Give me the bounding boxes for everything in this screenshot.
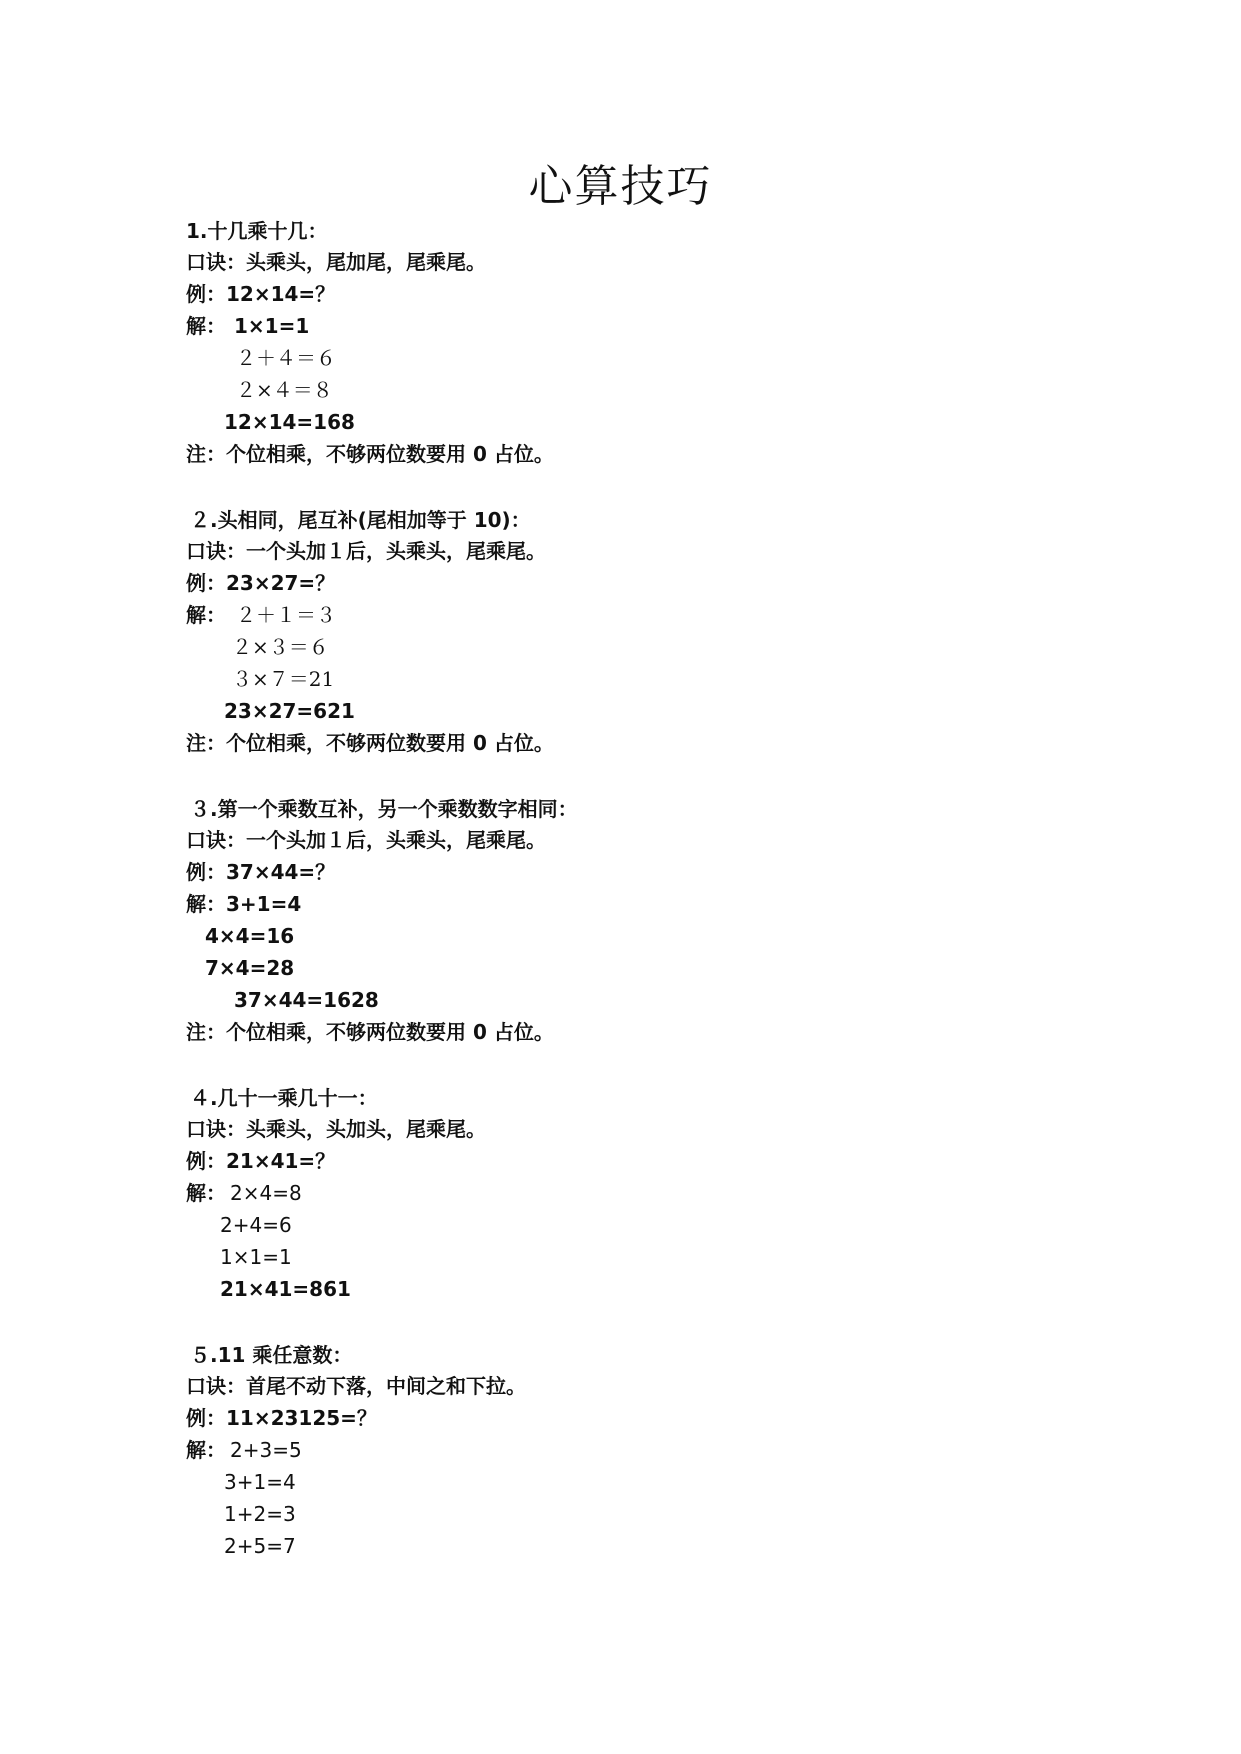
example-line <box>186 281 335 307</box>
solution-step: ２×３＝６ <box>232 635 329 659</box>
example-expression: 21×41=？ <box>226 1149 336 1173</box>
solution-step: ２×４＝８ <box>236 378 333 402</box>
example-label: 例： <box>186 282 226 306</box>
example-label: 例： <box>186 1149 226 1173</box>
solution-step: 4×4=16 <box>205 924 295 948</box>
note-text: 注：个位相乘，不够两位数要用 0 占位。 <box>186 1020 554 1044</box>
section-heading: 1.十几乘十几： <box>186 219 328 243</box>
example-expression: 23×27=？ <box>226 571 336 595</box>
page-title: 心算技巧 <box>528 161 713 212</box>
note-text: 注：个位相乘，不够两位数要用 0 占位。 <box>186 442 554 466</box>
solution-line <box>186 602 336 628</box>
rule-text: 口诀：一个头加１后，头乘头，尾乘尾。 <box>186 539 546 563</box>
solution-label: 解： <box>186 603 226 627</box>
solution-step: 1×1=1 <box>220 1245 292 1269</box>
solution-step: ２＋１＝３ <box>236 603 336 627</box>
solution-label: 解： <box>186 1438 226 1462</box>
solution-result: 37×44=1628 <box>234 988 379 1012</box>
solution-step: 2+4=6 <box>220 1213 292 1237</box>
solution-step: 2+5=7 <box>224 1534 296 1558</box>
example-expression: 11×23125=？ <box>226 1406 377 1430</box>
example-line <box>186 859 335 885</box>
example-label: 例： <box>186 1406 226 1430</box>
solution-step: 1+2=3 <box>224 1502 296 1526</box>
solution-label: 解： <box>186 314 226 338</box>
solution-result: 23×27=621 <box>224 699 355 723</box>
solution-step: ２＋４＝６ <box>236 346 336 370</box>
example-expression: 12×14=？ <box>226 282 336 306</box>
example-line <box>186 1148 335 1174</box>
solution-line <box>186 891 301 917</box>
rule-text: 口诀：头乘头，头加头，尾乘尾。 <box>186 1117 486 1141</box>
section-heading: ２.头相同，尾互补(尾相加等于 10)： <box>190 508 531 532</box>
note-text: 注：个位相乘，不够两位数要用 0 占位。 <box>186 731 554 755</box>
rule-text: 口诀：一个头加１后，头乘头，尾乘尾。 <box>186 828 546 852</box>
example-expression: 37×44=？ <box>226 860 336 884</box>
section-heading: ３.第一个乘数互补，另一个乘数数字相同： <box>190 797 578 821</box>
rule-text: 口诀：头乘头，尾加尾，尾乘尾。 <box>186 250 486 274</box>
solution-step: 3+1=4 <box>224 1470 296 1494</box>
solution-step: 2×4=8 <box>230 1181 302 1205</box>
section-heading: ５.11 乘任意数： <box>190 1343 353 1367</box>
solution-step: 2+3=5 <box>230 1438 302 1462</box>
solution-step: 3+1=4 <box>226 892 302 916</box>
solution-label: 解： <box>186 1181 226 1205</box>
solution-line <box>186 1437 302 1463</box>
solution-line <box>186 1180 302 1206</box>
solution-result: 21×41=861 <box>220 1277 351 1301</box>
section-heading: ４.几十一乘几十一： <box>190 1086 378 1110</box>
example-line <box>186 570 335 596</box>
rule-text: 口诀：首尾不动下落，中间之和下拉。 <box>186 1374 526 1398</box>
example-label: 例： <box>186 860 226 884</box>
example-line <box>186 1405 377 1431</box>
example-label: 例： <box>186 571 226 595</box>
solution-line <box>186 313 309 339</box>
solution-step: ３×７＝21 <box>232 667 335 691</box>
solution-result: 12×14=168 <box>224 410 355 434</box>
solution-step: 7×4=28 <box>205 956 295 980</box>
solution-label: 解： <box>186 892 226 916</box>
solution-step: 1×1=1 <box>234 314 310 338</box>
